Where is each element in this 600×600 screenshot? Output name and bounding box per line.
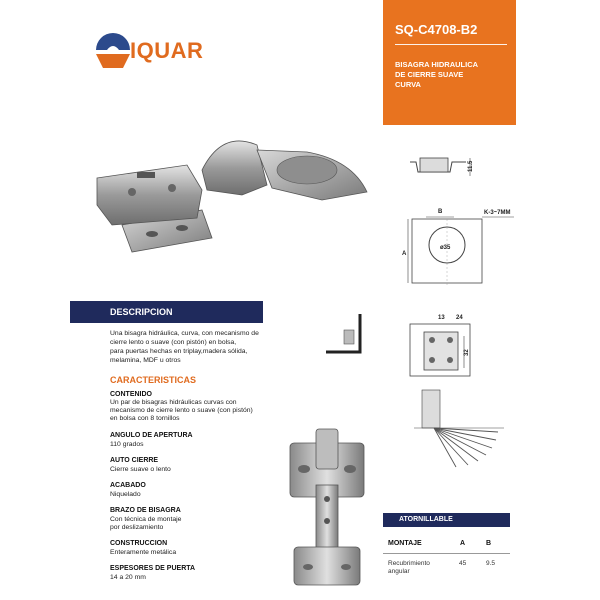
- dimension-24: 24: [456, 315, 463, 321]
- drill-hole-diagram: [402, 205, 517, 290]
- atornillable-heading: ATORNILLABLE: [399, 516, 453, 523]
- atornillable-header: [383, 513, 510, 527]
- spec-value: Niquelado: [110, 491, 141, 498]
- column-header: MONTAJE: [388, 540, 422, 547]
- product-title-line: BISAGRA HIDRAULICA: [395, 60, 479, 69]
- profile-corner-icon: [318, 310, 368, 360]
- dimension-13: 13: [438, 315, 445, 321]
- header-divider: [395, 44, 507, 45]
- column-header: B: [486, 540, 492, 547]
- hinge-top-photo: [282, 425, 372, 590]
- table-cell: angular: [388, 568, 410, 575]
- logo-emblem-icon: [93, 32, 133, 72]
- description-heading: DESCRIPCION: [110, 307, 173, 317]
- brand-name: IQUAR: [130, 38, 204, 63]
- description-line: para puertas hechas en triplay,madera sólida,: [110, 348, 248, 355]
- spec-label: ACABADO: [110, 482, 146, 489]
- opening-angle-diagram: [408, 388, 508, 468]
- description-line: melamina, MDF u otros: [110, 357, 181, 364]
- table-cell: 45: [459, 560, 467, 567]
- table-cell: 9.5: [486, 560, 496, 567]
- product-title-line: CURVA: [395, 80, 421, 89]
- spec-label: AUTO CIERRE: [110, 457, 159, 464]
- spec-value: 14 a 20 mm: [110, 574, 146, 581]
- brand-logo: [93, 30, 223, 72]
- spec-value: Con técnica de montaje: [110, 516, 182, 523]
- spec-label: ESPESORES DE PUERTA: [110, 565, 196, 572]
- spec-value: Un par de bisagras hidráulicas curvas con: [110, 399, 237, 406]
- cup-profile-diagram: [408, 150, 478, 190]
- spec-value: Cierre suave o lento: [110, 466, 171, 473]
- dimension-a: A: [402, 251, 407, 257]
- mounting-plate-diagram: [402, 310, 482, 380]
- product-title-line: DE CIERRE SUAVE: [395, 70, 464, 79]
- hinge-photo: [92, 130, 382, 260]
- spec-value: en bolsa con 8 tornillos: [110, 415, 180, 422]
- description-line: Una bisagra hidráulica, curva, con mecanismo de: [110, 330, 259, 337]
- dimension-32: 32: [464, 349, 470, 356]
- spec-value: mecanismo de cierre lento o suave (con pistón): [110, 407, 253, 414]
- spec-value: por deslizamiento: [110, 524, 164, 531]
- column-header: A: [460, 540, 466, 547]
- description-line: cierre lento o suave (con pistón) en bolsa,: [110, 339, 237, 346]
- product-code: SQ-C4708-B2: [395, 22, 478, 37]
- dimension-b: B: [438, 209, 443, 215]
- characteristics-heading: CARACTERISTICAS: [110, 375, 197, 385]
- diameter-dimension: ø35: [440, 245, 451, 251]
- dimension-k: K-3~7MM: [484, 210, 511, 216]
- product-header: [383, 0, 516, 125]
- spec-label: ANGULO DE APERTURA: [110, 432, 193, 439]
- spec-value: Enteramente metálica: [110, 549, 177, 556]
- table-divider: [383, 553, 510, 554]
- table-cell: Recubrimiento: [388, 560, 430, 567]
- description-header: [70, 301, 263, 323]
- spec-label: BRAZO DE BISAGRA: [110, 507, 181, 514]
- spec-label: CONTENIDO: [110, 391, 152, 398]
- spec-value: 110 grados: [110, 441, 144, 448]
- height-dimension: 11.5: [468, 160, 474, 172]
- spec-label: CONSTRUCCION: [110, 540, 168, 547]
